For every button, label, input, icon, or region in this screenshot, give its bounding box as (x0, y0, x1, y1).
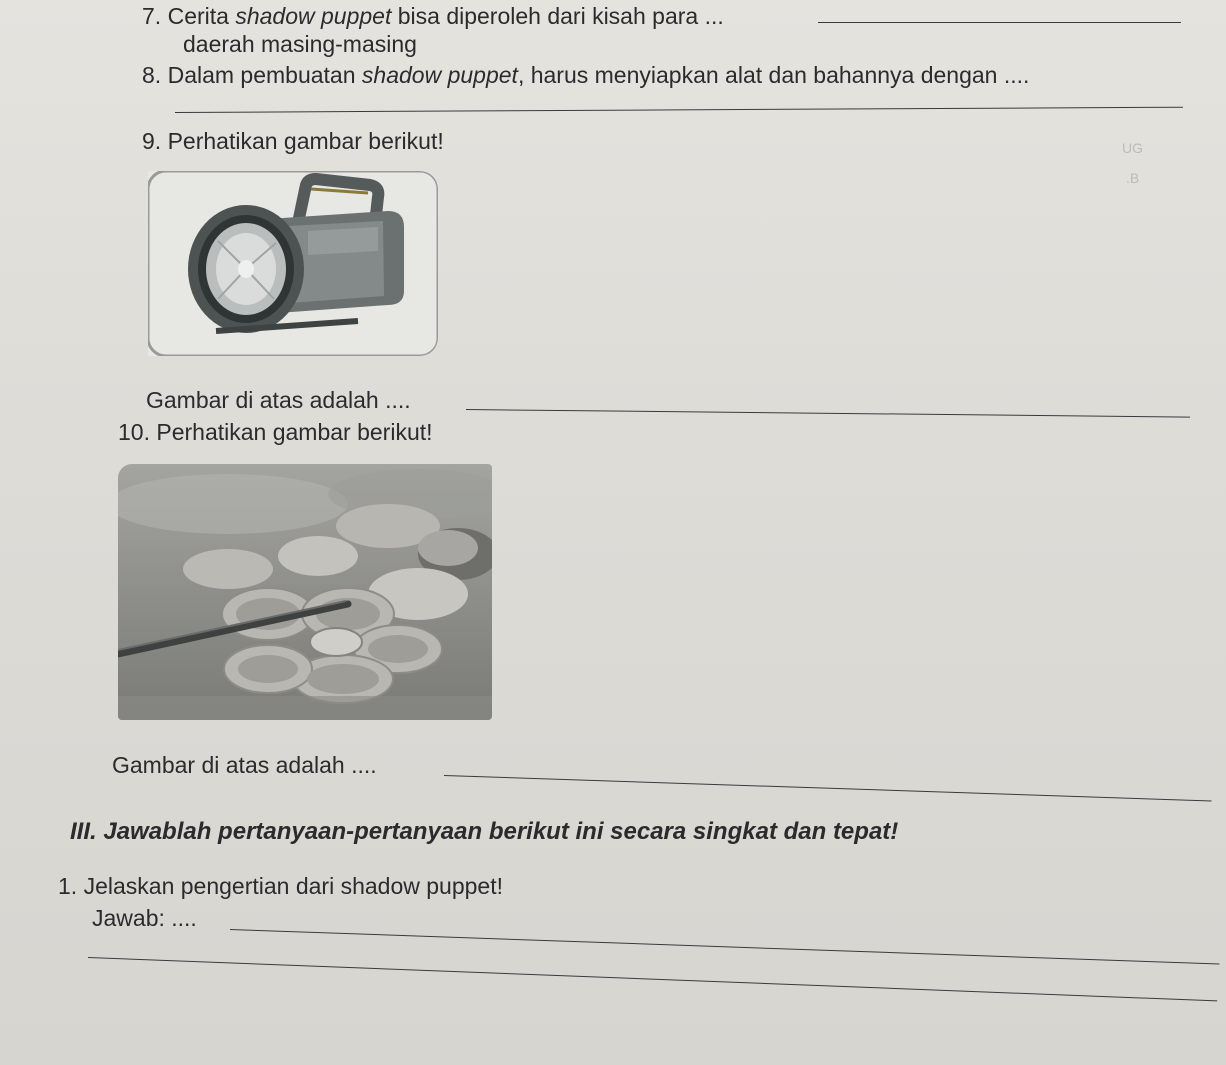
question-7 (142, 2, 724, 30)
section-3-heading: III. Jawablah pertanyaan-pertanyaan berikut ini secara singkat dan tepat! (70, 818, 899, 845)
question-text-italic: shadow puppet (235, 3, 392, 29)
question-text-suffix: bisa diperoleh dari kisah para ... (391, 3, 724, 29)
question-text-italic: shadow puppet (361, 62, 518, 88)
question-text-prefix: Dalam pembuatan (167, 62, 362, 88)
answer-line[interactable] (230, 929, 1219, 965)
question-number: 8. (142, 62, 162, 88)
question-number: 9. (142, 128, 162, 154)
answer-line[interactable] (175, 107, 1183, 113)
section-3-question-1 (58, 872, 503, 900)
answer-line[interactable] (818, 22, 1181, 23)
question-text-prefix: Cerita (167, 3, 236, 29)
question-number: 1. (58, 873, 78, 899)
clay-molds-image (118, 464, 492, 720)
answer-line[interactable] (444, 775, 1212, 801)
question-text-suffix: , harus menyiapkan alat dan bahannya dengan .... (517, 62, 1030, 88)
question-number: 7. (142, 3, 162, 29)
answer-line[interactable] (88, 957, 1217, 1001)
answer-line[interactable] (466, 409, 1190, 418)
question-prompt: Jelaskan pengertian dari shadow puppet! (83, 873, 503, 899)
question-9 (142, 127, 444, 155)
question-10 (118, 418, 433, 446)
show-through-mark: .B (1126, 170, 1140, 186)
section-3-question-1-answer-label: Jawab: .... (92, 905, 197, 931)
question-number: 10. (118, 419, 150, 445)
question-prompt: Perhatikan gambar berikut! (156, 419, 433, 445)
question-9-answer-label: Gambar di atas adalah .... (146, 387, 411, 413)
show-through-mark: UG (1122, 140, 1143, 156)
question-8 (142, 61, 1029, 89)
flashlight-image (148, 171, 438, 356)
question-prompt: Perhatikan gambar berikut! (167, 128, 444, 154)
question-10-answer-label: Gambar di atas adalah .... (112, 752, 377, 778)
question-7-continuation: daerah masing-masing (183, 31, 417, 57)
